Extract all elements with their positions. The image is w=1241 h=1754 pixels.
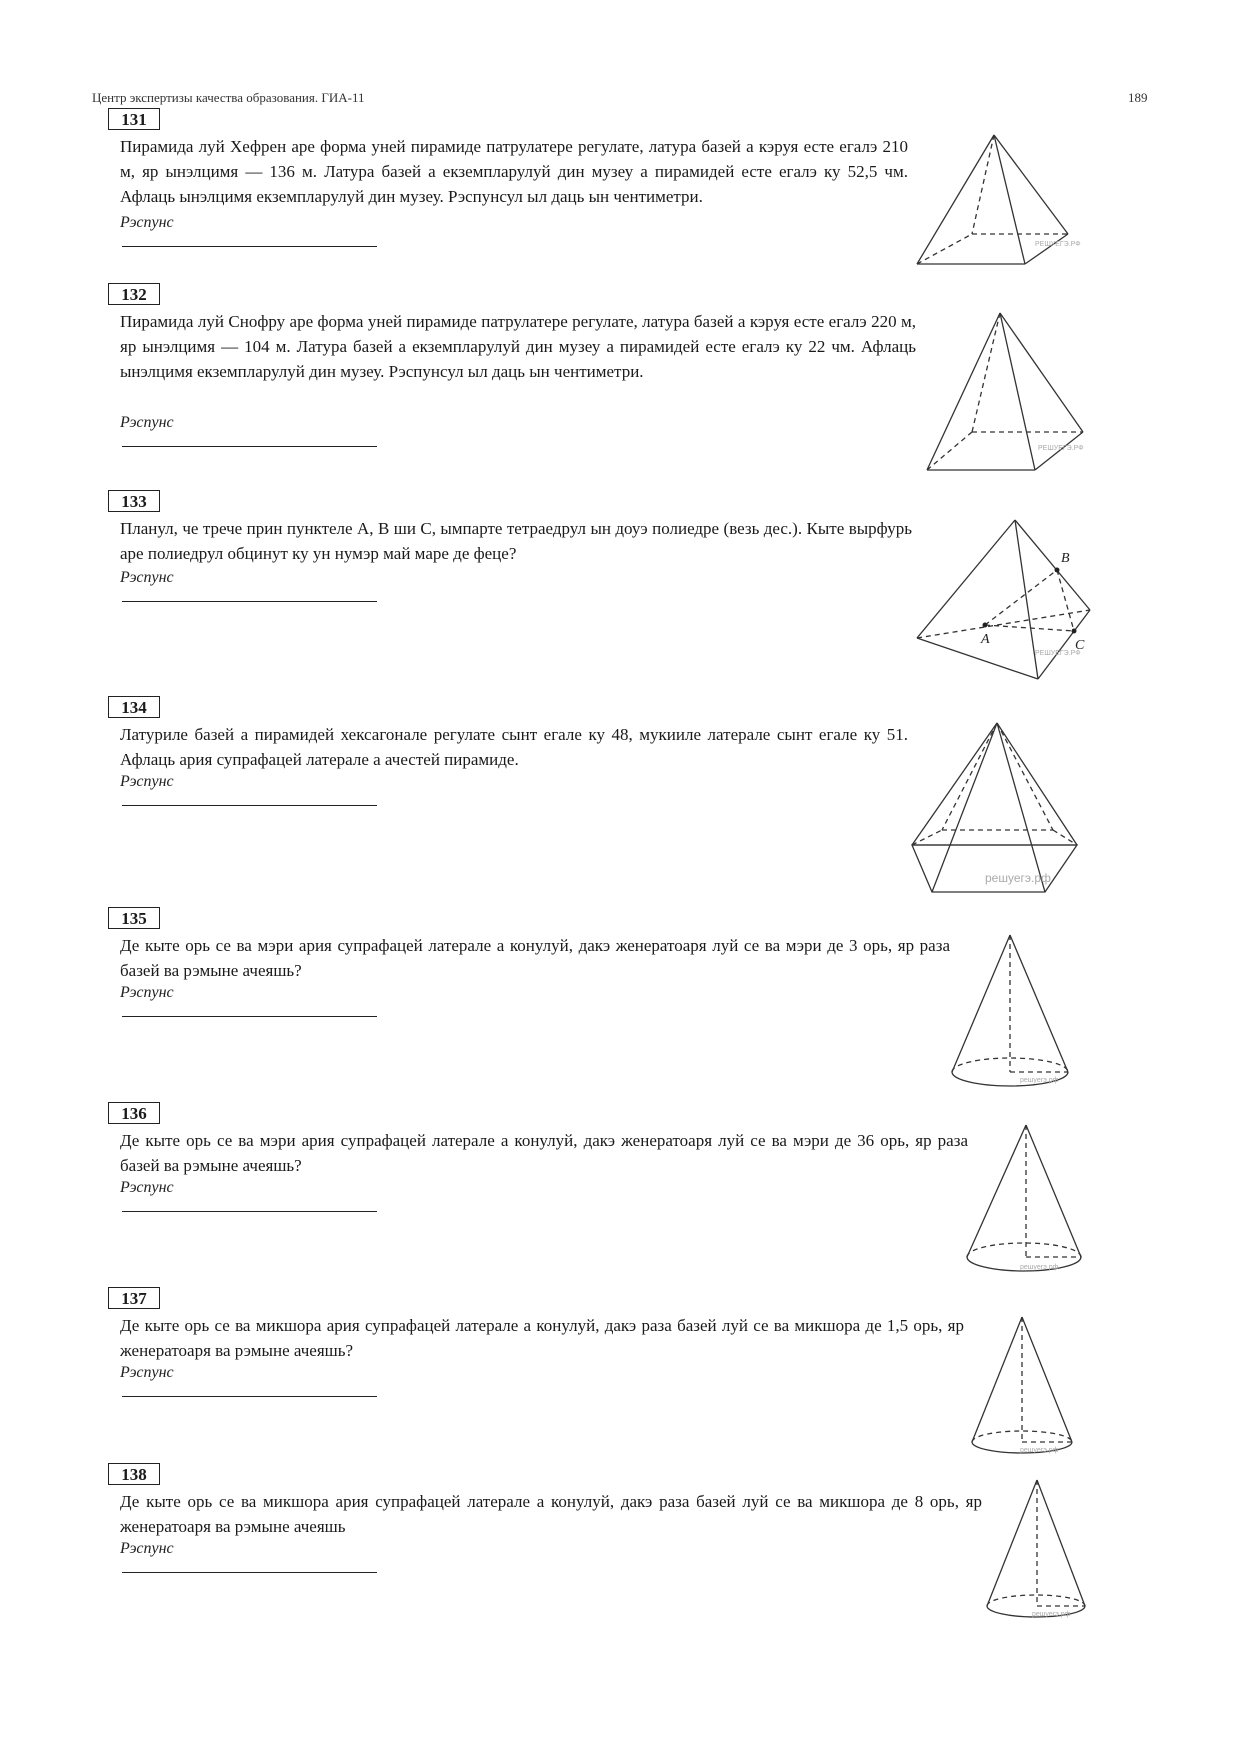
answer-label: Рэспунс [120, 1540, 174, 1557]
task-number: 136 [108, 1102, 160, 1124]
figure-cone-137 [965, 1312, 1085, 1462]
figure-cone-135 [940, 930, 1080, 1095]
figure-hexagonal-pyramid-134 [905, 718, 1095, 903]
answer-line[interactable] [122, 587, 377, 602]
figure-cone-136 [960, 1120, 1090, 1280]
answer-line[interactable] [122, 1197, 377, 1212]
answer-line[interactable] [122, 1382, 377, 1397]
answer-field[interactable] [120, 569, 377, 607]
answer-label: Рэспунс [120, 214, 174, 231]
task-text: Пирамида луй Хефрен аре форма уней пирамиде патрулатере регулате, латура базей а кэруя есте егалэ 210 м, яр ынэлцимя — 136 м. Латура базей а екземпларулуй дин музеу а пирамидей есте егалэ ку 52,5 чм. Афлаць ынэлцимя екземпларулуй дин музеу. Рэспунсул ыл даць ын чентиметри. [120, 137, 908, 206]
watermark: решуегэ.рф [1020, 1264, 1059, 1271]
task-text: Де кыте орь се ва мэри ария супрафацей латерале а конулуй, дакэ женератоаря луй се ва мэри де 3 орь, яр раза базей ва рэмыне ачеяшь? [120, 936, 950, 980]
task-number: 138 [108, 1463, 160, 1485]
task-number: 134 [108, 696, 160, 718]
task-text: Латуриле базей а пирамидей хексагонале регулате сынт егале ку 48, мукииле латерале сынт егале ку 51. Афлаць ария супрафацей латерале а ачестей пирамиде. [120, 725, 908, 769]
answer-label: Рэспунс [120, 984, 174, 1001]
figure-square-pyramid-131 [910, 130, 1090, 270]
point-a [983, 623, 988, 628]
point-c [1072, 629, 1077, 634]
watermark: решуегэ.рф [1032, 1611, 1071, 1618]
answer-field[interactable] [120, 773, 377, 811]
answer-line[interactable] [122, 432, 377, 447]
answer-label: Рэспунс [120, 1364, 174, 1381]
task-number: 131 [108, 108, 160, 130]
answer-field[interactable] [120, 214, 377, 252]
task-text: Де кыте орь се ва мэри ария супрафацей латерале а конулуй, дакэ женератоаря луй се ва мэри де 36 орь, яр раза базей ва рэмыне ачеяшь? [120, 1131, 968, 1175]
label-b: B [1061, 551, 1070, 566]
page-header: Центр экспертизы качества образования. ГИА-11 [92, 90, 365, 105]
task-number: 132 [108, 283, 160, 305]
figure-square-pyramid-132 [920, 308, 1100, 478]
answer-line[interactable] [122, 1002, 377, 1017]
point-b [1055, 568, 1060, 573]
answer-field[interactable] [120, 1540, 377, 1578]
task-number: 137 [108, 1287, 160, 1309]
watermark: РЕШУЕГЭ.РФ [1038, 445, 1084, 452]
answer-line[interactable] [122, 791, 377, 806]
answer-label: Рэспунс [120, 414, 174, 431]
page-number: 189 [1128, 90, 1148, 105]
task-number: 135 [108, 907, 160, 929]
answer-label: Рэспунс [120, 1179, 174, 1196]
task-text: Де кыте орь се ва микшора ария супрафацей латерале а конулуй, дакэ раза базей луй се ва микшора де 1,5 орь, яр женератоаря ва рэмыне ачеяшь? [120, 1316, 964, 1360]
answer-line[interactable] [122, 232, 377, 247]
answer-line[interactable] [122, 1558, 377, 1573]
answer-field[interactable] [120, 414, 377, 452]
figure-cone-138 [980, 1475, 1095, 1625]
answer-label: Рэспунс [120, 773, 174, 790]
label-a: A [981, 632, 990, 647]
answer-field[interactable] [120, 1364, 377, 1402]
watermark: решуегэ.рф [1020, 1077, 1059, 1084]
task-text: Де кыте орь се ва микшора ария супрафацей латерале а конулуй, дакэ раза базей луй се ва микшора де 8 орь, яр женератоаря ва рэмыне ачеяшь [120, 1492, 982, 1536]
watermark: решуегэ.рф [1020, 1447, 1059, 1454]
task-number: 133 [108, 490, 160, 512]
task-text: Планул, че трече прин пунктеле A, B ши C, ымпарте тетраедрул ын доуэ полиедре (везь дес.). Кыте вырфурь аре полиедрул обцинут ку ун нумэр май маре де феце? [120, 519, 912, 563]
watermark: РЕШУЕГЭ.РФ [1035, 650, 1081, 657]
answer-label: Рэспунс [120, 569, 174, 586]
watermark: РЕШУЕГЭ.РФ [1035, 241, 1081, 248]
answer-field[interactable] [120, 984, 377, 1022]
answer-field[interactable] [120, 1179, 377, 1217]
task-text: Пирамида луй Снофру аре форма уней пирамиде патрулатере регулате, латура базей а кэруя есте егалэ 220 м, яр ынэлцимя — 104 м. Латура базей а екземпларулуй дин музеу а пирамидей есте егалэ ку 22 чм. Афлаць ынэлцимя екземпларулуй дин музеу. Рэспунсул ыл даць ын чентиметри. [120, 312, 916, 381]
label-c: C [1075, 638, 1085, 653]
watermark: решуегэ.рф [985, 871, 1051, 885]
figure-tetrahedron-133 [910, 515, 1100, 685]
